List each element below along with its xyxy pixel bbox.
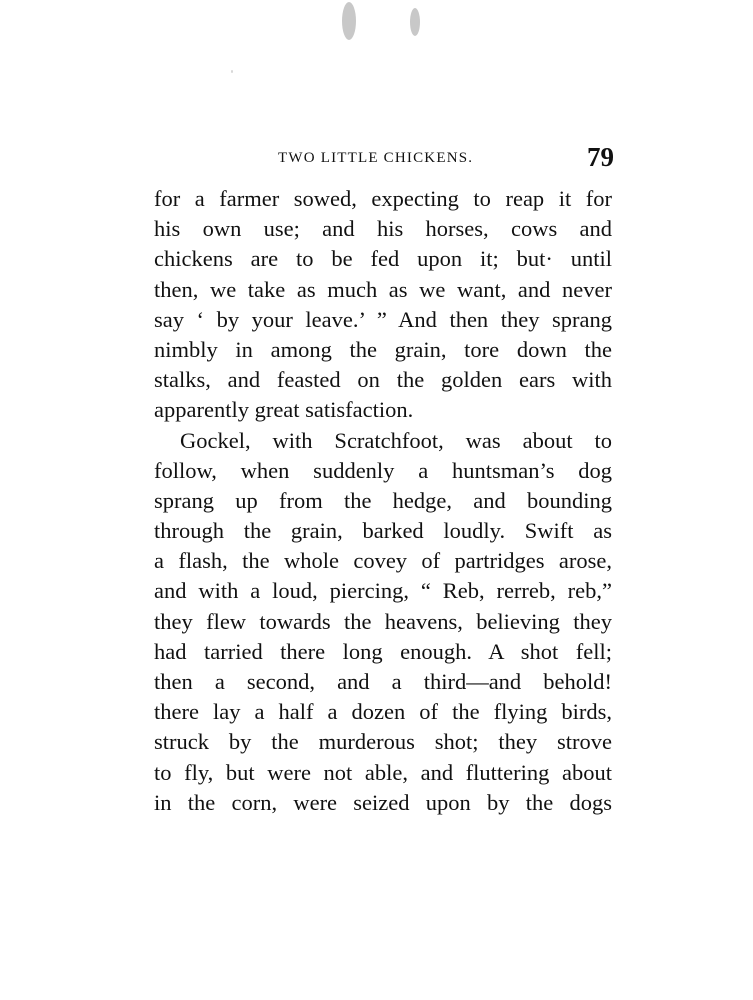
text-line: through the grain, barked loudly. Swift as xyxy=(154,518,612,544)
text-line: apparently great satisfaction. xyxy=(154,397,414,423)
text-line: nimbly in among the grain, tore down the xyxy=(154,336,612,362)
text-line: struck by the murderous shot; they strove xyxy=(154,729,612,755)
text-line: had tarried there long enough. A shot fell; xyxy=(154,638,612,664)
text-line: to fly, but were not able, and fluttering about xyxy=(154,759,612,785)
text-line: they flew towards the heavens, believing they xyxy=(154,608,612,634)
text-line: and with a loud, piercing, “ Reb, rerreb, reb,” xyxy=(154,578,612,604)
text-line: chickens are to be fed upon it; but· until xyxy=(154,246,612,272)
text-line: then, we take as much as we want, and never xyxy=(154,276,612,302)
text-line: say ‘ by your leave.’ ” And then they sprang xyxy=(154,306,612,332)
page-header xyxy=(152,142,614,174)
text-line: for a farmer sowed, expecting to reap it for xyxy=(154,186,612,211)
text-line: his own use; and his horses, cows and xyxy=(154,216,612,242)
text-line: follow, when suddenly a huntsman’s dog xyxy=(154,457,612,483)
page-number: 79 xyxy=(587,142,614,172)
text-line: stalks, and feasted on the golden ears with xyxy=(154,367,612,393)
ink-smudge xyxy=(410,8,420,36)
body-text xyxy=(154,184,612,818)
text-line: sprang up from the hedge, and bounding xyxy=(154,487,612,513)
text-line: Gockel, with Scratchfoot, was about to xyxy=(180,427,612,453)
text-line: then a second, and a third—and behold! xyxy=(154,669,612,694)
text-line: there lay a half a dozen of the flying birds, xyxy=(154,699,612,725)
text-line: in the corn, were seized upon by the dogs xyxy=(154,789,612,815)
ink-smudge xyxy=(342,2,356,40)
running-title: TWO LITTLE CHICKENS. xyxy=(278,150,474,166)
text-line: a flash, the whole covey of partridges arose, xyxy=(154,548,612,574)
ink-speck xyxy=(231,70,233,73)
